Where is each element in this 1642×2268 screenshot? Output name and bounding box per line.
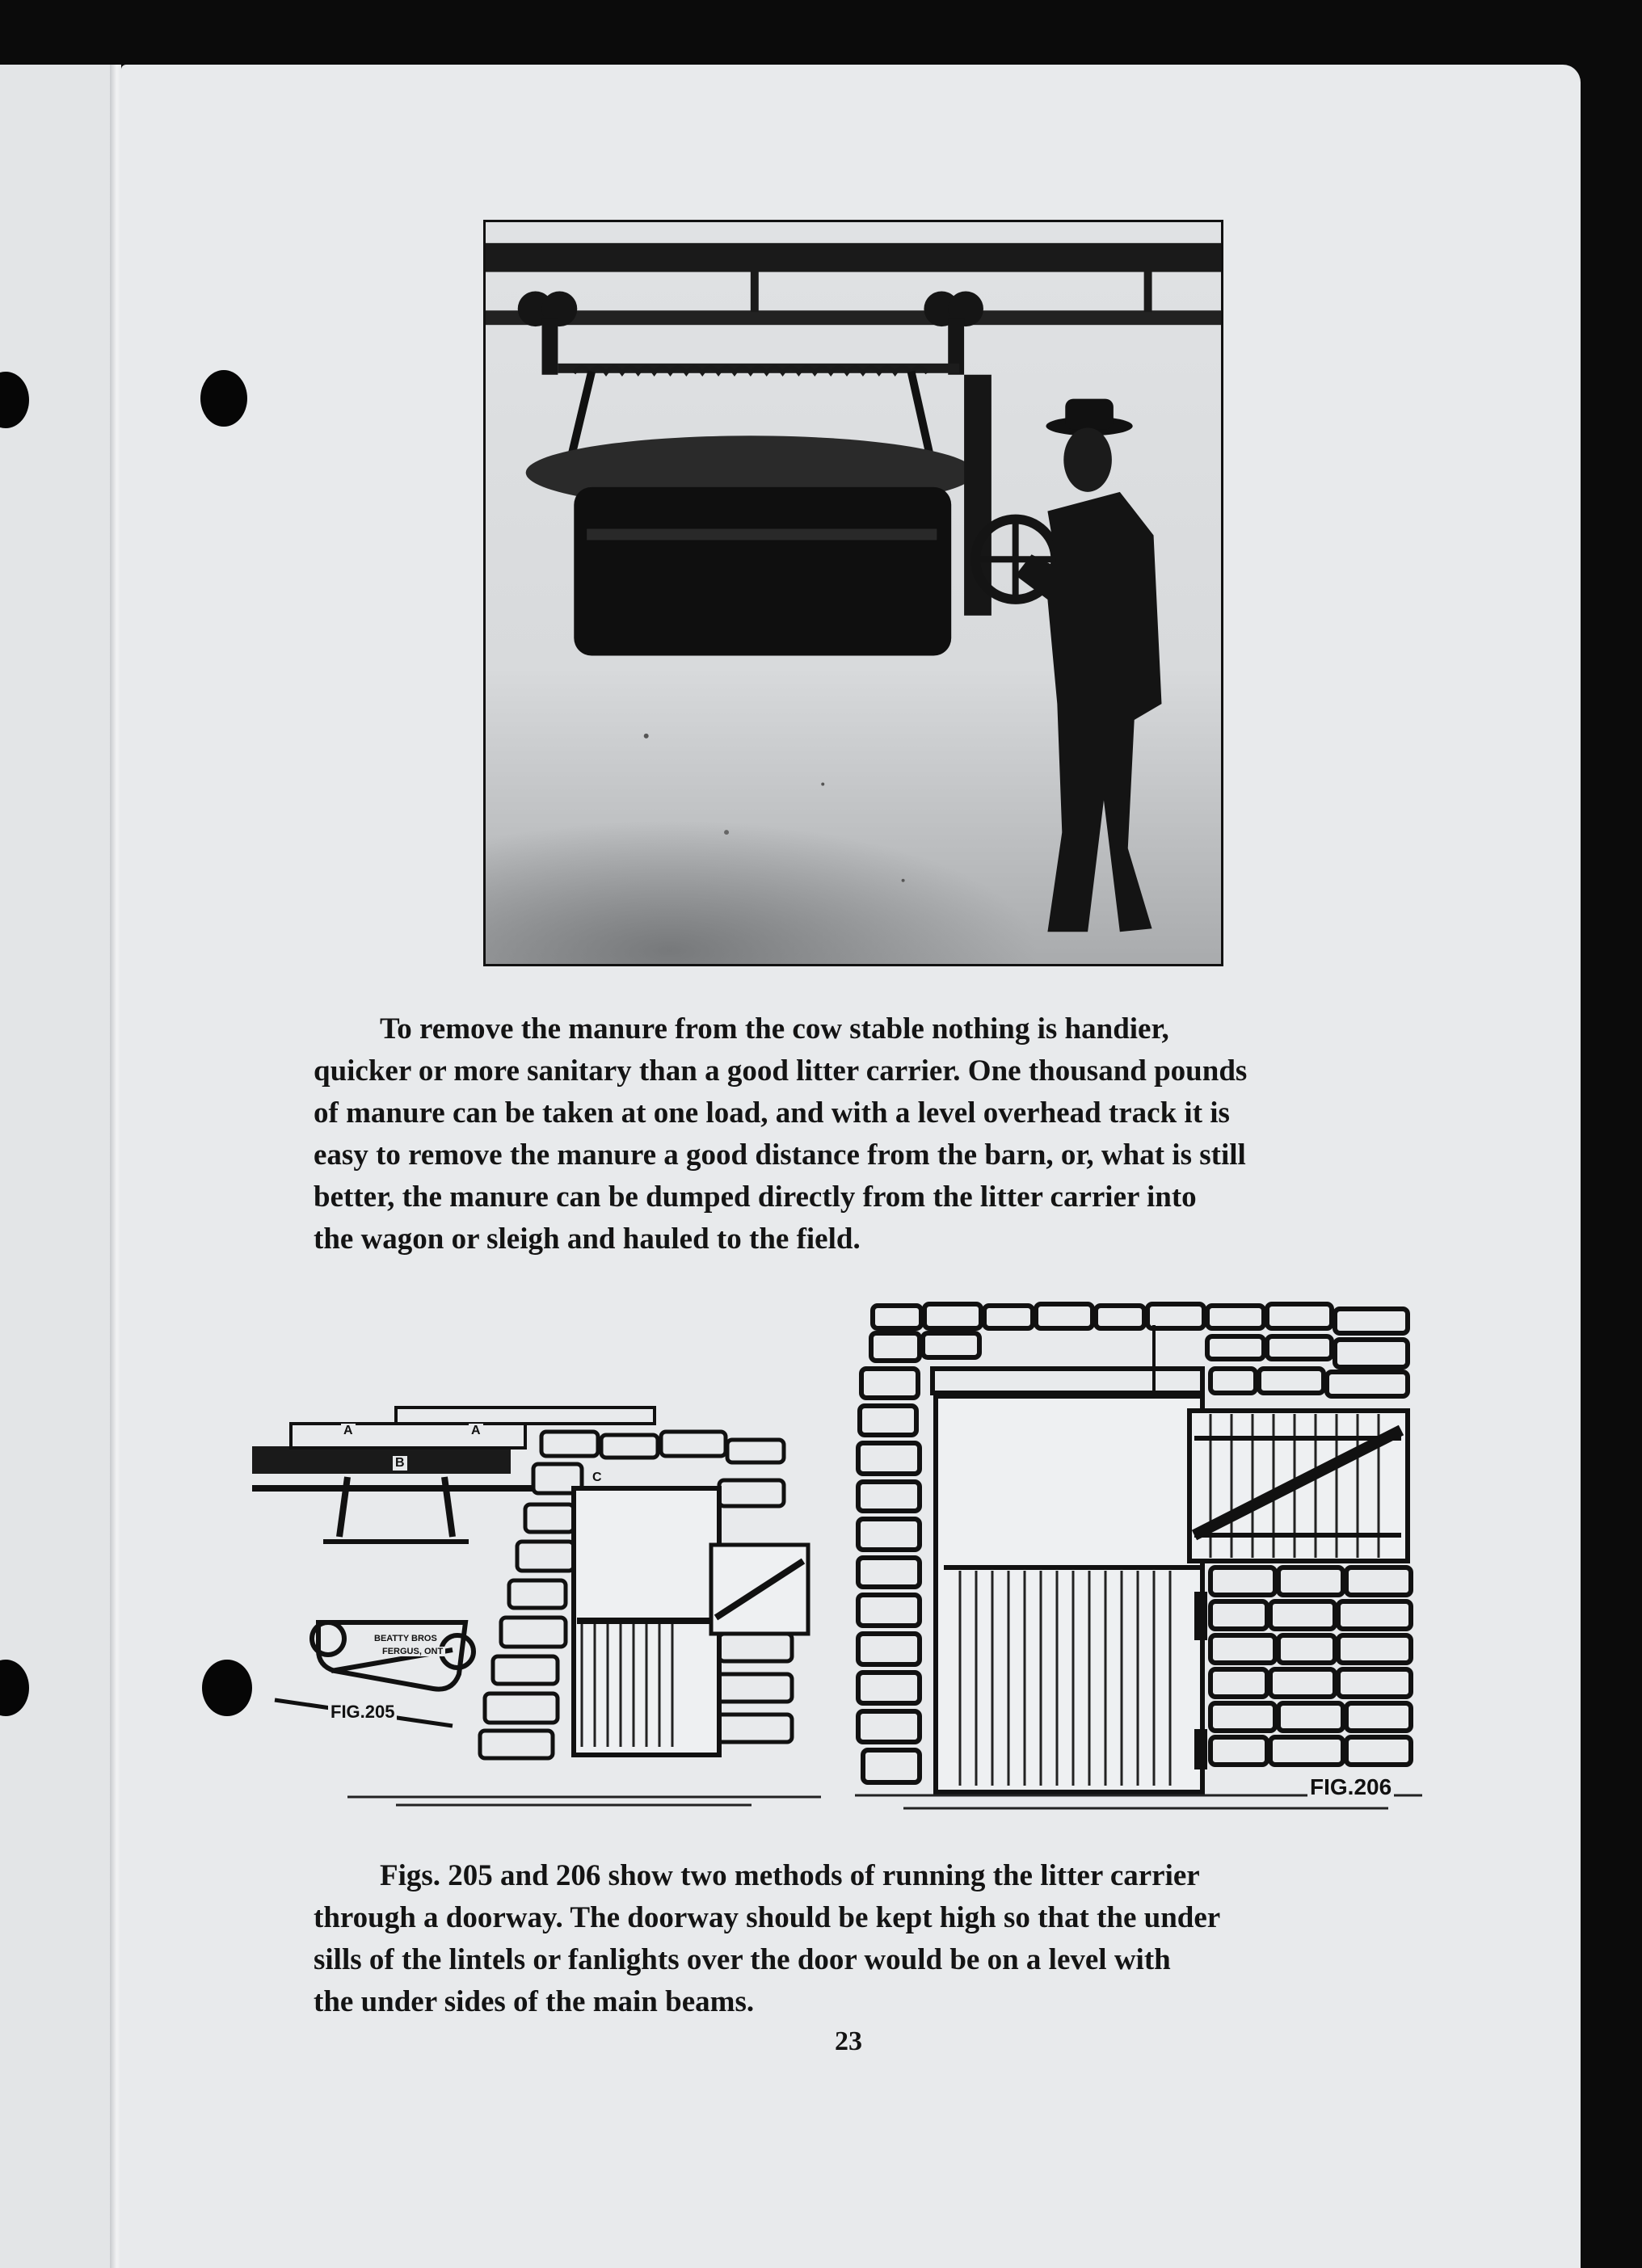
- punch-hole-lower: [202, 1660, 252, 1716]
- carrier-maker-place: FERGUS, ONT: [380, 1647, 445, 1656]
- paragraph-litter-carrier: [314, 1008, 1393, 1260]
- track-label-a1: A: [341, 1424, 356, 1438]
- text-line: of manure can be taken at one load, and with a level overhead track it is: [314, 1096, 1230, 1130]
- figure-206: [855, 1301, 1422, 1818]
- litter-carrier-photo: [483, 220, 1223, 966]
- punch-hole-upper: [200, 370, 247, 427]
- track-label-b: B: [393, 1456, 407, 1471]
- text-line: through a doorway. The doorway should be kept high so that the under: [314, 1901, 1221, 1934]
- figure-label-205: FIG.205: [328, 1702, 397, 1723]
- text-line: sills of the lintels or fanlights over the door would be on a level with: [314, 1943, 1171, 1976]
- text-line: better, the manure can be dumped directly from the litter carrier into: [314, 1180, 1197, 1214]
- figure-205: [251, 1399, 821, 1813]
- text-line: easy to remove the manure a good distance from the barn, or, what is still: [314, 1138, 1246, 1172]
- page-number: 23: [835, 2026, 862, 2056]
- text-line: To remove the manure from the cow stable nothing is handier,: [380, 1012, 1169, 1046]
- paragraph-figure-caption: [314, 1855, 1393, 2023]
- track-label-c: C: [590, 1471, 604, 1485]
- track-label-a2: A: [469, 1424, 483, 1438]
- text-line: Figs. 205 and 206 show two methods of running the litter carrier: [380, 1859, 1200, 1892]
- text-line: the wagon or sleigh and hauled to the field.: [314, 1222, 861, 1256]
- carrier-maker-name: BEATTY BROS: [372, 1634, 440, 1643]
- book-gutter: [110, 65, 121, 2268]
- figure-label-206: FIG.206: [1307, 1774, 1394, 1800]
- text-line: the under sides of the main beams.: [314, 1985, 755, 2018]
- text-line: quicker or more sanitary than a good litter carrier. One thousand pounds: [314, 1054, 1248, 1088]
